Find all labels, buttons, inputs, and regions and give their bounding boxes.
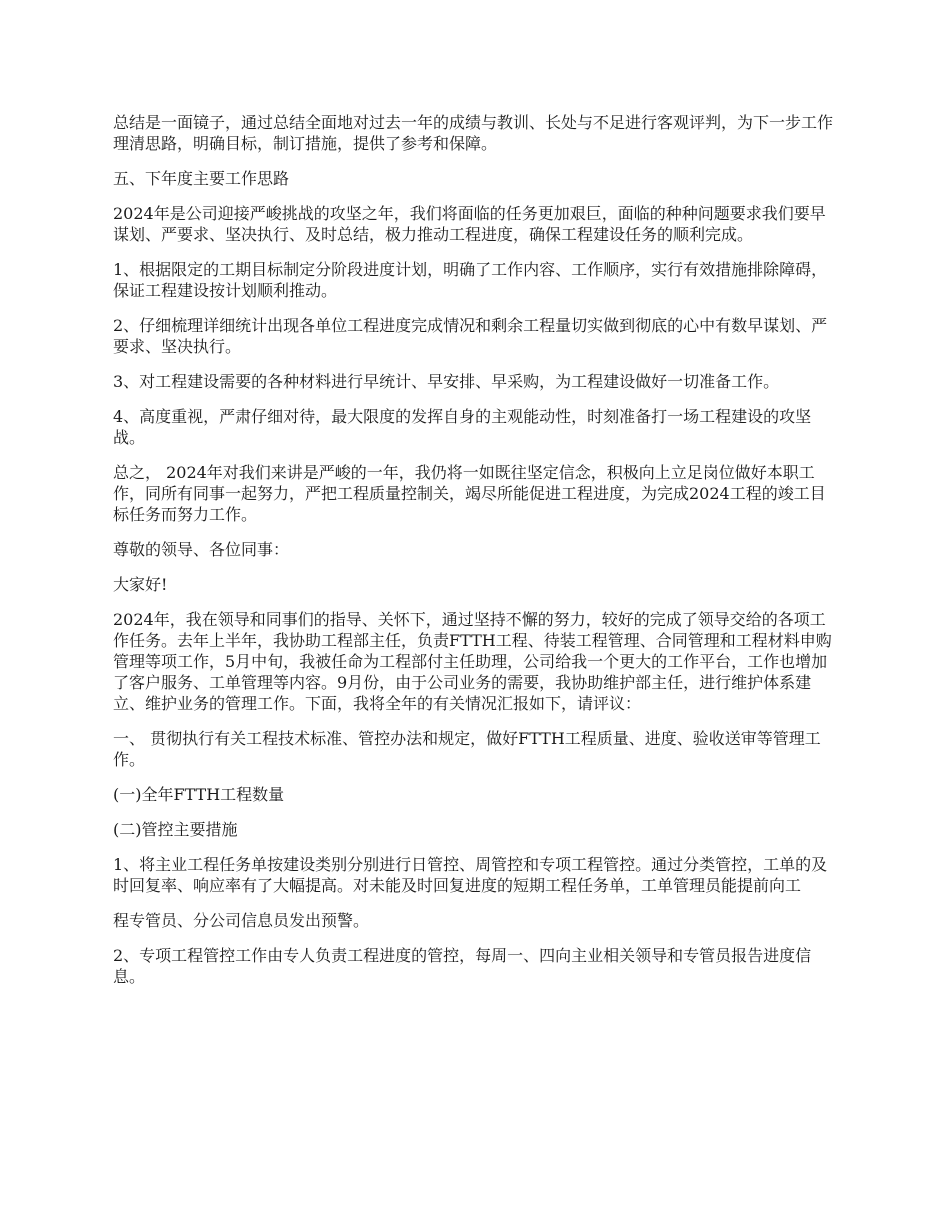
greeting: 大家好! [113, 575, 168, 594]
paragraph-summary-intro: 总结是一面镜子，通过总结全面地对过去一年的成绩与教训、长处与不足进行客观评判，为下一步工作理清思路，明确目标，制订措施，提供了参考和保障。 [113, 113, 834, 153]
paragraph-warning-continuation: 程专管员、分公司信息员发出预警。 [113, 911, 370, 930]
list-item-4-attention: 4、高度重视，严肃仔细对待，最大限度的发挥自身的主观能动性，时刻准备打一场工程建设的攻坚战。 [113, 407, 812, 447]
section-heading-standards: 一、 贯彻执行有关工程技术标准、管控办法和规定，做好FTTH工程质量、进度、验收送审等管理工作。 [113, 729, 821, 769]
salutation: 尊敬的领导、各位同事： [113, 540, 290, 559]
subheading-ftth-quantity: (一)全年FTTH工程数量 [113, 785, 285, 804]
list-item-1-schedule: 1、根据限定的工期目标制定分阶段进度计划，明确了工作内容、工作顺序，实行有效措施排除障碍，保证工程建设按计划顺利推动。 [113, 260, 828, 300]
document-page [113, 112, 833, 1001]
section-heading-next-year: 五、下年度主要工作思路 [113, 169, 290, 188]
list-item-1-task-control: 1、将主业工程任务单按建设类别分别进行日管控、周管控和专项工程管控。通过分类管控，工单的及时回复率、响应率有了大幅提高。对未能及时回复进度的短期工程任务单，工单管理员能提前向工 [113, 855, 828, 895]
paragraph-annual-report: 2024年，我在领导和同事们的指导、关怀下，通过坚持不懈的努力，较好的完成了领导交给的各项工作任务。去年上半年，我协助工程部主任，负责FTTH工程、待装工程管理、合同管理和工程材料申购管理等项工作，5月中旬，我被任命为工程部付主任助理，公司给我一个更大的工作平台，工作也增加了客户服务、工单管理等内容。9月份，由于公司业务的需要，我协助维护部主任，进行维护体系建立、维护业务的管理工作。下面，我将全年的有关情况汇报如下，请评议： [113, 610, 832, 713]
list-item-3-materials: 3、对工程建设需要的各种材料进行早统计、早安排、早采购，为工程建设做好一切准备工作。 [113, 372, 780, 391]
paragraph-conclusion: 总之， 2024年对我们来讲是严峻的一年，我仍将一如既往坚定信念，积极向上立足岗位做好本职工作，同所有同事一起努力，严把工程质量控制关，竭尽所能促进工程进度，为完成2024工程的竣工目标任务而努力工作。 [113, 463, 826, 524]
list-item-2-statistics: 2、仔细梳理详细统计出现各单位工程进度完成情况和剩余工程量切实做到彻底的心中有数早谋划、严要求、坚决执行。 [113, 316, 828, 356]
paragraph-2024-challenge: 2024年是公司迎接严峻挑战的攻坚之年，我们将面临的任务更加艰巨，面临的种种问题要求我们要早谋划、严要求、坚决执行、及时总结，极力推动工程进度，确保工程建设任务的顺利完成。 [113, 204, 826, 244]
subheading-control-measures: (二)管控主要措施 [113, 820, 238, 839]
list-item-2-special-project: 2、专项工程管控工作由专人负责工程进度的管控，每周一、四向主业相关领导和专管员报告进度信息。 [113, 946, 812, 986]
